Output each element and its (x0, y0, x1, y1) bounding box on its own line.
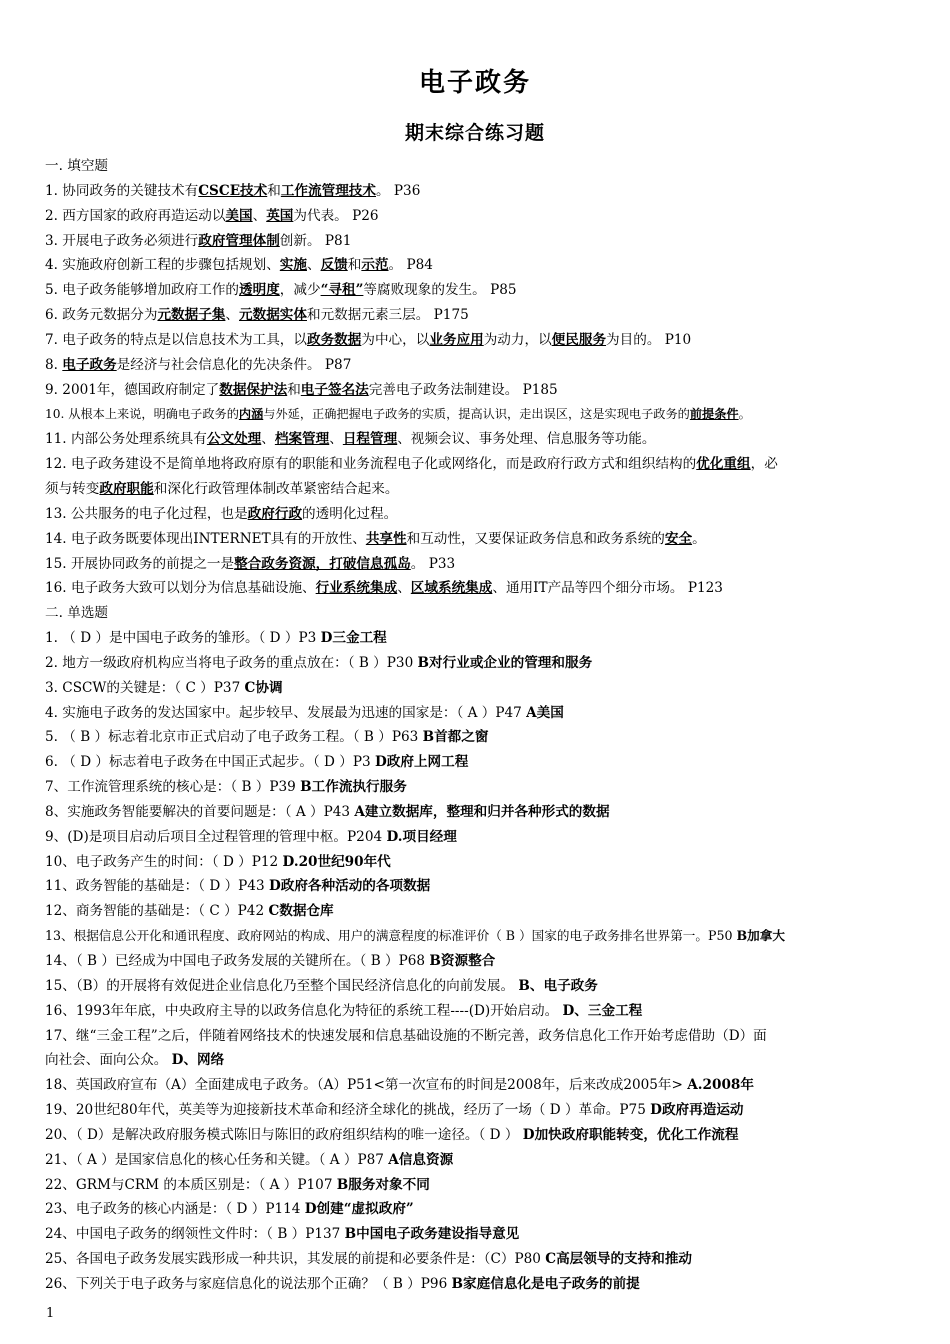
text-line (45, 1048, 915, 1073)
question-text: 9. 2001年，德国政府制定了 (45, 381, 220, 398)
question-text: ，减少 (279, 282, 321, 299)
question-text: 6. 政务元数据分为 (45, 307, 158, 324)
text-line (45, 378, 915, 403)
text-line (45, 800, 915, 825)
answer-text: D三金工程 (320, 630, 387, 647)
question-text: 和元数据元素三层。 P175 (306, 307, 469, 324)
answer-text: B服务对象不同 (336, 1176, 430, 1193)
text-line (45, 825, 915, 850)
text-line (45, 253, 915, 278)
text-line (45, 899, 915, 924)
answer-blank: 电子政务 (62, 356, 117, 373)
question-text: 10. 从根本上来说，明确电子政务的 (45, 407, 239, 422)
question-text: 6. （ D ）标志着电子政务在中国正式起步。（ D ）P3 (45, 754, 375, 771)
answer-blank: 优化重组 (696, 456, 751, 473)
question-text: 一. 填空题 (45, 158, 109, 174)
text-line (45, 154, 915, 179)
answer-blank: 英国 (266, 207, 294, 224)
question-text: 24、中国电子政务的纲领性文件时：（ B ）P137 (45, 1226, 345, 1243)
question-text: 为代表。 P26 (293, 207, 379, 224)
text-line (45, 353, 915, 378)
question-text: 、 (329, 431, 343, 448)
question-text: 1. （ D ）是中国电子政务的雏形。（ D ）P3 (45, 630, 321, 647)
question-text: 5. （ B ）标志着北京市正式启动了电子政务工程。（ B ）P63 (45, 729, 423, 746)
answer-text: B对行业或企业的管理和服务 (417, 654, 593, 671)
question-text: 26、下列关于电子政务与家庭信息化的说法那个正确？（ B ）P96 (45, 1275, 452, 1292)
question-text: 7、工作流管理系统的核心是：（ B ）P39 (45, 779, 301, 796)
question-text: 16、1993年年底，中央政府主导的以政务信息化为特征的系统工程----(D)开始启动。 (45, 1002, 563, 1019)
answer-text: B加拿大 (736, 928, 785, 944)
answer-blank: 便民服务 (551, 331, 607, 348)
text-line (45, 676, 915, 701)
answer-text: D政府上网工程 (374, 754, 469, 771)
answer-text: B中国电子政务建设指导意见 (344, 1226, 520, 1243)
answer-blank: 电子签名法 (300, 381, 369, 398)
text-line (45, 601, 915, 626)
question-text: 是经济与社会信息化的先决条件。 P87 (116, 356, 352, 373)
text-line (45, 1272, 915, 1297)
question-text: 和深化行政管理体制改革紧密结合起来。 (153, 480, 399, 497)
text-line (45, 1247, 915, 1272)
text-line (45, 1148, 915, 1173)
answer-text: C数据仓库 (268, 903, 334, 920)
question-text: 和 (267, 182, 281, 199)
answer-blank: 整合政务资源，打破信息孤岛 (234, 555, 411, 572)
answer-blank: 区域系统集成 (410, 580, 493, 597)
question-text: 5. 电子政务能够增加政府工作的 (45, 282, 240, 299)
question-text: ，必 (750, 456, 778, 473)
answer-blank: “寻租” (320, 282, 364, 299)
text-line (45, 974, 915, 999)
answer-text: D.项目经理 (386, 828, 457, 845)
answer-blank: 政府职能 (99, 480, 154, 497)
text-line (45, 427, 915, 452)
answer-text: A信息资源 (388, 1151, 454, 1168)
question-text: 为目的。 P10 (606, 331, 692, 348)
question-text: 2. 地方一级政府机构应当将电子政务的重点放在：（ B ）P30 (45, 654, 418, 671)
question-text: 11、政务智能的基础是：（ D ）P43 (45, 878, 269, 895)
text-line (45, 402, 915, 427)
question-text: 为动力，以 (483, 331, 552, 348)
text-line (45, 626, 915, 651)
question-text: 10、电子政务产生的时间：（ D ）P12 (45, 853, 283, 870)
question-text: 、 (397, 580, 411, 597)
question-list (45, 154, 915, 1297)
question-text: 。 P33 (410, 555, 456, 572)
question-text: 。 (738, 407, 751, 422)
answer-text: D政府各种活动的各项数据 (268, 878, 431, 895)
question-text: 1. 协同政务的关键技术有 (45, 182, 199, 199)
text-line (45, 229, 915, 254)
answer-blank: 实施 (279, 257, 307, 274)
text-line (45, 1024, 915, 1049)
text-line (45, 999, 915, 1024)
answer-text: B、电子政务 (518, 977, 598, 994)
question-text: 。 P84 (388, 257, 433, 274)
text-line (45, 874, 915, 899)
question-text: 、 (261, 431, 275, 448)
question-text: 完善电子政务法制建设。 P185 (368, 381, 558, 398)
text-line (45, 725, 915, 750)
question-text: 与外延，正确把握电子政务的实质，提高认识，走出误区，这是实现电子政务的 (263, 407, 690, 422)
text-line (45, 750, 915, 775)
answer-text: B首都之窗 (422, 729, 489, 746)
answer-text: D.20世纪90年代 (282, 853, 391, 870)
text-line (45, 1123, 915, 1148)
text-line (45, 1173, 915, 1198)
document-title: 电子政务 (418, 68, 531, 98)
question-text: 、视频会议、事务处理、信息服务等功能。 (397, 431, 656, 448)
question-text: 、 (306, 257, 321, 274)
question-text: 17、继“三金工程”之后，伴随着网络技术的快速发展和信息基础设施的不断完善，政务信息化工作开始考虑借助（D）面 (45, 1027, 767, 1044)
answer-text: D政府再造运动 (650, 1102, 744, 1119)
answer-text: D创建“虚拟政府” (304, 1201, 414, 1218)
question-text: 等腐败现象的发生。 P85 (363, 282, 517, 299)
question-text: 15. 开展协同政务的前提之一是 (45, 555, 235, 572)
answer-text: D、网络 (171, 1052, 225, 1069)
question-text: 、 (252, 207, 267, 224)
question-text: 和 (287, 381, 301, 398)
text-line (45, 1222, 915, 1247)
question-text: 12、商务智能的基础是：（ C ）P42 (45, 903, 269, 920)
answer-blank: 数据保护法 (219, 381, 288, 398)
answer-text: B工作流执行服务 (300, 779, 407, 796)
question-text: 16. 电子政务大致可以划分为信息基础设施、 (45, 580, 316, 597)
answer-blank: 透明度 (239, 282, 280, 299)
text-line (45, 552, 915, 577)
answer-blank: 元数据实体 (239, 307, 307, 324)
text-line (45, 924, 915, 949)
question-text: 9、(D)是项目启动后项目全过程管理的管理中枢。P204 (45, 828, 387, 845)
question-text: 14、（ B ）已经成为中国电子政务发展的关键所在。（ B ）P68 (45, 953, 430, 969)
question-text: 4. 实施政府创新工程的步骤包括规划、 (45, 257, 280, 274)
answer-text: B资源整合 (429, 953, 496, 969)
question-text: 13. 公共服务的电子化过程，也是 (45, 505, 248, 522)
text-line (45, 477, 915, 502)
text-line (45, 179, 915, 204)
question-text: 20、（ D）是解决政府服务模式陈旧与陈旧的政府组织结构的唯一途径。（ D ） (45, 1126, 523, 1143)
answer-blank: 政府行政 (247, 505, 303, 522)
answer-text: B家庭信息化是电子政务的前提 (451, 1275, 640, 1292)
question-text: 8、实施政务智能要解决的首要问题是：（ A ）P43 (45, 803, 355, 820)
answer-text: D加快政府职能转变，优化工作流程 (522, 1126, 739, 1143)
question-text: 、通用IT产品等四个细分市场。 P123 (492, 580, 723, 597)
text-line (45, 949, 915, 974)
answer-blank: 政务数据 (306, 331, 362, 348)
question-text: 和 (347, 257, 362, 274)
question-text: 15、（B）的开展将有效促进企业信息化乃至整个国民经济信息化的向前发展。 (45, 977, 519, 994)
answer-text: C协调 (244, 679, 283, 696)
answer-blank: 业务应用 (429, 331, 484, 348)
text-line (45, 775, 915, 800)
question-text: 13、根据信息公开化和通讯程度、政府网站的构成、用户的满意程度的标准评价（ B ）国家的电子政务排名世界第一。P50 (45, 928, 737, 944)
question-text: 12. 电子政务建设不是简单地将政府原有的职能和业务流程电子化或网络化，而是政府行政方式和组织结构的 (45, 456, 697, 473)
text-line (45, 452, 915, 477)
answer-blank: 反馈 (320, 257, 348, 274)
text-line (45, 850, 915, 875)
question-text: 22、GRM与CRM 的本质区别是：（ A ）P107 (45, 1176, 337, 1193)
text-line (45, 204, 915, 229)
question-text: 19、20世纪80年代，英美等为迎接新技术革命和经济全球化的挑战，经历了一场（ D ）革命。P75 (45, 1102, 651, 1119)
question-text: 8. (45, 356, 63, 373)
question-text: 3. 开展电子政务必须进行 (45, 232, 199, 249)
answer-blank: 元数据子集 (157, 307, 226, 324)
text-line (45, 576, 915, 601)
question-text: 须与转变 (45, 480, 100, 497)
question-text: 18、英国政府宣布（A）全面建成电子政务。（A）P51<第一次宣布的时间是2008年，后来改成2005年> (45, 1077, 688, 1094)
question-text: 11. 内部公务处理系统具有 (45, 431, 207, 448)
answer-blank: 档案管理 (274, 431, 330, 448)
answer-text: C高层领导的支持和推动 (545, 1251, 693, 1268)
answer-blank: 共享性 (365, 530, 407, 547)
page-number: 1 (46, 1306, 55, 1321)
answer-blank: 行业系统集成 (315, 580, 398, 597)
question-text: 4. 实施电子政务的发达国家中。起步较早、发展最为迅速的国家是：（ A ）P47 (45, 704, 527, 721)
question-text: 25、各国电子政务发展实践形成一种共识，其发展的前提和必要条件是：（C）P80 (45, 1251, 546, 1268)
answer-blank: 安全 (664, 530, 693, 547)
text-line (45, 303, 915, 328)
text-line (45, 278, 915, 303)
answer-blank: 公文处理 (206, 431, 262, 448)
question-text: 7. 电子政务的特点是以信息技术为工具，以 (45, 331, 307, 348)
text-line (45, 651, 915, 676)
question-text: 创新。 P81 (279, 232, 352, 249)
document-subtitle: 期末综合练习题 (404, 122, 545, 144)
answer-blank: 前提条件 (689, 407, 739, 422)
answer-text: A.2008年 (687, 1077, 754, 1094)
text-line (45, 502, 915, 527)
answer-blank: CSCE技术 (198, 182, 268, 199)
question-text: 二. 单选题 (45, 605, 109, 622)
text-line (45, 1098, 915, 1123)
question-text: 2. 西方国家的政府再造运动以 (45, 207, 226, 224)
question-text: 的透明化过程。 (302, 505, 398, 522)
question-text: 。 P36 (376, 182, 421, 199)
text-line (45, 1073, 915, 1098)
question-text: 。 (692, 530, 706, 547)
question-text: 14. 电子政务既要体现出INTERNET具有的开放性、 (45, 530, 366, 547)
answer-blank: 内涵 (238, 407, 264, 422)
answer-text: A美国 (526, 704, 564, 721)
question-text: 21、（ A ）是国家信息化的核心任务和关键。（ A ）P87 (45, 1151, 389, 1168)
answer-blank: 工作流管理技术 (280, 182, 376, 199)
answer-blank: 示范 (361, 257, 389, 274)
question-text: 3. CSCW的关键是：（ C ）P37 (45, 679, 245, 696)
answer-blank: 政府管理体制 (198, 232, 280, 249)
question-text: 向社会、面向公众。 (45, 1052, 172, 1069)
answer-blank: 日程管理 (342, 431, 398, 448)
question-text: 、 (225, 307, 240, 324)
question-text: 23、电子政务的核心内涵是：（ D ）P114 (45, 1201, 305, 1218)
text-line (45, 328, 915, 353)
text-line (45, 701, 915, 726)
answer-text: D、三金工程 (562, 1002, 643, 1019)
answer-text: A建立数据库，整理和归并各种形式的数据 (354, 803, 610, 820)
question-text: 为中心，以 (361, 331, 430, 348)
question-text: 和互动性，又要保证政务信息和政务系统的 (406, 530, 665, 547)
answer-blank: 美国 (225, 207, 253, 224)
text-line (45, 1197, 915, 1222)
text-line (45, 527, 915, 552)
